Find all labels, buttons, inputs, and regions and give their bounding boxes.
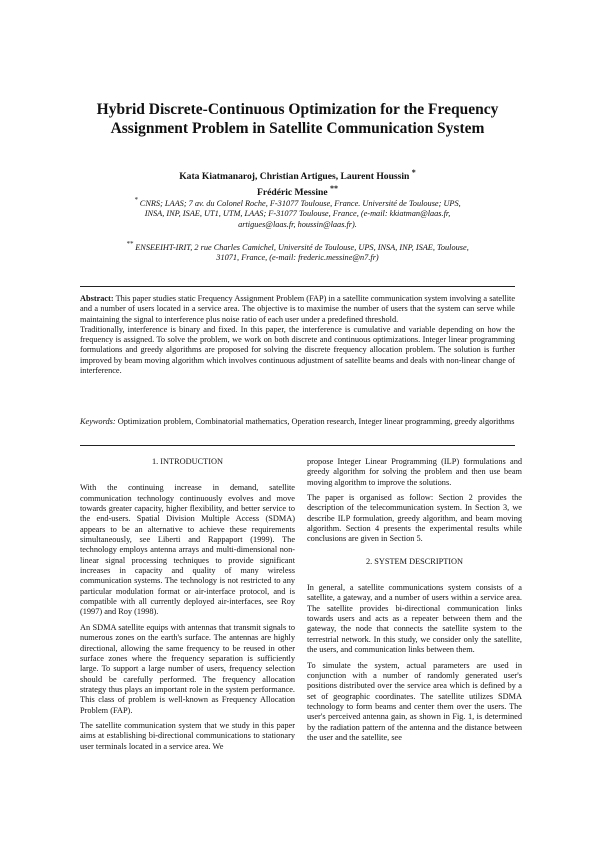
author-line-1 [100, 167, 495, 183]
paragraph: With the continuing increase in demand, satellite communication technology continuously evolves and move towards greater capacity, higher flexibility, and better service to the end-users. Spatial Division Multiple Access (SDMA) appears to be an alternative to achieve these requirements simultaneously, see Liberti and Rappaport (1999). The technology employs antenna arrays and multi-dimensional non-linear signal processing techniques to provide significant increases in capacity and quality of many wireless communication systems. The technology is not restricted to any particular modulation format or air-interface protocol, and is compatible with all currently deployed air-interfaces, see Roy (1997) and Roy (1998). [80, 483, 295, 617]
affiliation-1-text: CNRS; LAAS; 7 av. du Colonel Roche, F-31077 Toulouse, France. Université de Toulouse; UPS, INSA, INP, ISAE, UT1, UTM, LAAS; F-31077 Toulouse, France, (e-mail: kkiatman@laas.fr, artigues@laas.fr, houssin@laas.fr). [139, 198, 461, 229]
paragraph: In general, a satellite communications system consists of a satellite, a gateway, and a number of users within a service area. The satellite provides bi-directional communication links towards users and acts as a repeater between them and the gateway, the node that connects the satellite system to the terrestrial network. In this study, we consider only the satellite, the users, and communication links between them. [307, 583, 522, 655]
paragraph: An SDMA satellite equips with antennas that transmit signals to numerous zones on the earth's surface. The antennas are highly directional, allowing the same frequency to be reused in other surface zones where the frequency separation is sufficiently large. To support a large number of users, frequency selection should be carefully performed. The frequency allocation strategy thus plays an important role in the system performance. This class of problem is well-known as Frequency Allocation Problem (FAP). [80, 622, 295, 715]
right-column [307, 457, 522, 748]
keywords [80, 417, 515, 427]
abstract [80, 294, 515, 376]
author-mark-2: ** [330, 184, 338, 194]
author-mark-1: * [411, 168, 416, 177]
author-block [100, 167, 495, 199]
paper-title: Hybrid Discrete-Continuous Optimization for the Frequency Assignment Problem in Satellite Communication System [96, 101, 499, 137]
abstract-para-1 [80, 294, 515, 325]
abstract-bottom-rule [80, 445, 515, 446]
abstract-top-rule [80, 286, 515, 287]
paragraph: propose Integer Linear Programming (ILP) formulations and greedy algorithm for solving the problem and then use beam moving algorithm to improve the solutions. [307, 457, 522, 487]
keywords-text: Optimization problem, Combinatorial mathematics, Operation research, Integer linear programming, greedy algorithms [117, 417, 515, 426]
affiliation-1 [125, 196, 470, 230]
paragraph: The paper is organised as follow: Section 2 provides the description of the telecommunication system. In Section 3, we describe ILP formulation, greedy algorithm, and beam moving algorithm. Section 4 presents the experimental results while conclusions are given in Section 5. [307, 493, 522, 544]
keywords-label: Keywords: [80, 417, 116, 426]
abstract-para-2: Traditionally, interference is binary and fixed. In this paper, the interference is cumulative and variable depending on how the frequency is assigned. To solve the problem, we work on both discrete and continuous optimizations. Integer linear programming formulations and greedy algorithms are proposed for solving the discrete frequency allocation problem. The solution is further improved by beam moving algorithm which involves continuous adjustment of satellite beams and deals with non-linear change of interference. [80, 324, 515, 376]
paragraph: The satellite communication system that we study in this paper aims at establishing bi-directional communications to stationary user terminals located in a service area. We [80, 720, 295, 751]
section-heading-system-description: 2. SYSTEM DESCRIPTION [365, 556, 464, 566]
left-column [80, 457, 295, 757]
abstract-text-1: This paper studies static Frequency Assignment Problem (FAP) in a satellite communication system involving a satellite and a number of users located in a service area. The objective is to maximise the number of users that the system can serve while maintaining the signal to interference plus noise ratio of each user under a predefined threshold. [80, 294, 515, 324]
paragraph: To simulate the system, actual parameters are used in conjunction with a number of randomly generated user's positions distributed over the service area which is defined by a set of geographic coordinates. The satellite utilizes SDMA technology to form beams and center them over the users. The user's perceived antenna gain, as shown in Fig. 1, is determined by the radiation pattern of the antenna and the distance between the user and the satellite, see [307, 660, 522, 742]
affiliation-1-mark: * [134, 197, 138, 204]
abstract-label: Abstract: [80, 294, 114, 303]
affiliation-2-text: ENSEEIHT-IRIT, 2 rue Charles Camichel, Université de Toulouse, UPS, INSA, INP, ISAE, Toulouse, 31071, France, (e-mail: frederic.messine@n7.fr) [135, 242, 469, 263]
section-heading-introduction: 1. INTRODUCTION [152, 457, 223, 466]
affiliation-2-mark: ** [126, 241, 134, 248]
affiliation-2 [125, 240, 470, 264]
author-names-2: Frédéric Messine [257, 187, 328, 199]
author-names-1: Kata Kiatmanaroj, Christian Artigues, Laurent Houssin [179, 171, 410, 183]
